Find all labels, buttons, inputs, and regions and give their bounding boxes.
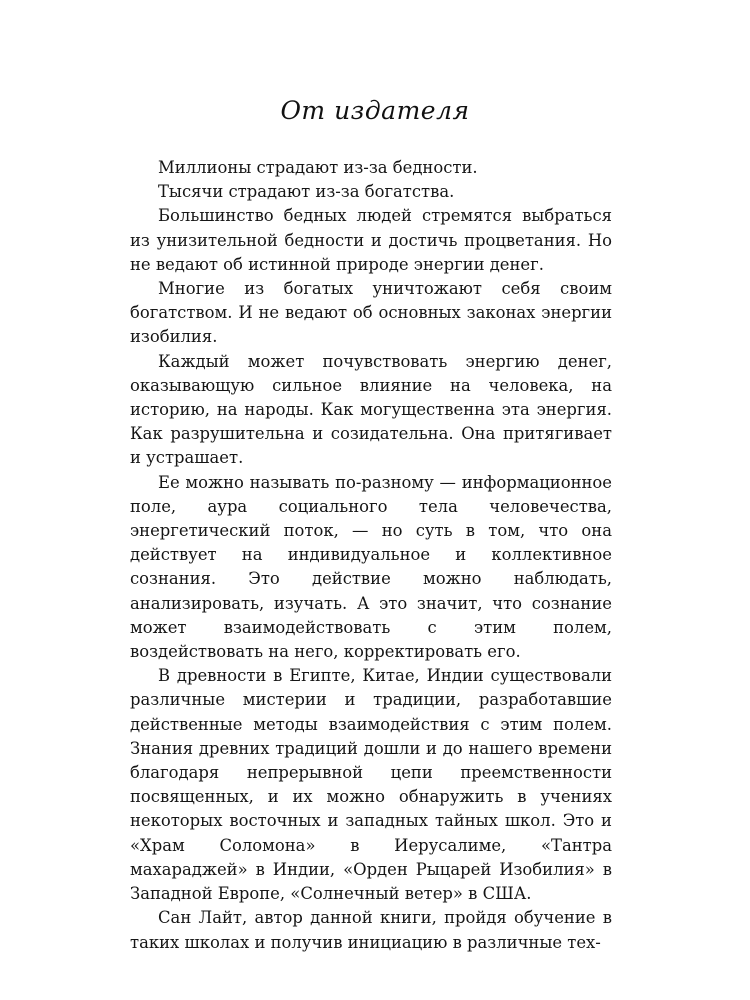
text-body bbox=[130, 156, 612, 955]
paragraph: Каждый может почувствовать энергию денег, оказывающую сильное влияние на человека, на историю, на народы. Как могущественна эта энергия. Как разрушительна и созидательна. Она притягивает и устрашает. bbox=[130, 351, 612, 468]
paragraph: Тысячи страдают из-за богатства. bbox=[158, 182, 455, 202]
page-title: От издателя bbox=[280, 96, 470, 125]
paragraph: Сан Лайт, автор данной книги, пройдя обучение в таких школах и получив инициацию в различные тех- bbox=[130, 908, 612, 952]
paragraph: В древности в Египте, Китае, Индии существовали различные мистерии и традиции, разработавшие действенные методы взаимодействия с этим полем. Знания древних традиций дошли и до нашего времени благодаря непрерывной цепи преемственности посвященных, и их можно обнаружить в учениях некоторых восточных и западных тайных школ. Это и «Храм Соломона» в Иерусалиме, «Тантра махараджей» в Индии, «Орден Рыцарей Изобилия» в Западной Европе, «Солнечный ветер» в США. bbox=[130, 666, 612, 904]
paragraph: Миллионы страдают из-за бедности. bbox=[158, 158, 478, 177]
paragraph: Многие из богатых уничтожают себя своим богатством. И не ведают об основных законах энергии изобилия. bbox=[130, 279, 612, 347]
paragraph: Большинство бедных людей стремятся выбраться из унизительной бедности и достичь процветания. Но не ведают об истинной природе энергии денег. bbox=[130, 206, 612, 274]
paragraph: Ее можно называть по-разному — информационное поле, аура социального тела человечества, энергетический поток, — но суть в том, что она действует на индивидуальное и коллективное сознания. Это действие можно наблюдать, анализировать, изучать. А это значит, что сознание может взаимодействовать с этим полем, воздействовать на него, корректировать его. bbox=[130, 472, 612, 662]
